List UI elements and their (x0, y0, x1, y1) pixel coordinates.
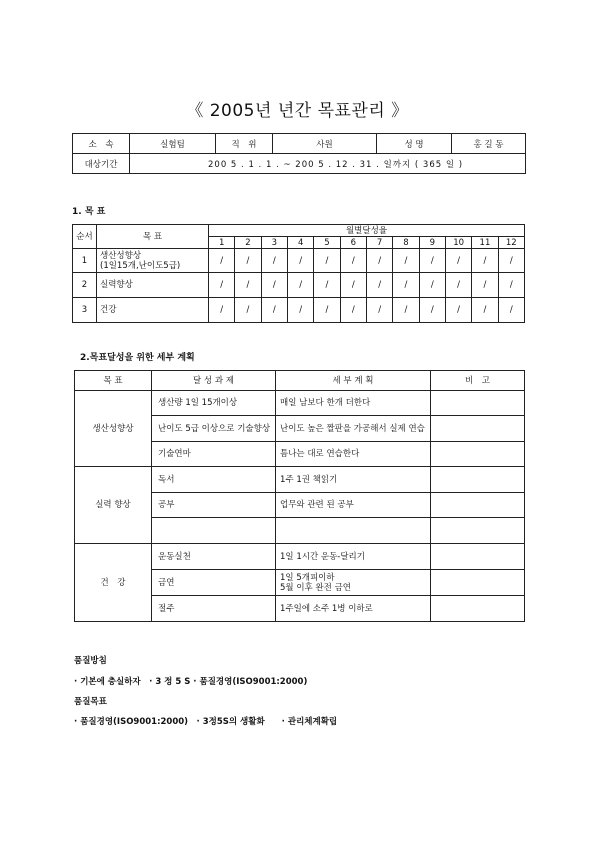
section1-heading: 1. 목 표 (72, 207, 106, 217)
month-mark: / (314, 249, 340, 273)
goal-table (72, 224, 525, 323)
plan-detail (276, 596, 431, 622)
month-header: 11 (472, 237, 498, 249)
page-title: 《 2005년 년간 목표관리 》 (186, 101, 409, 121)
goal-subtitle: (1일15개,난이도5급) (100, 260, 181, 271)
month-mark: / (287, 298, 313, 323)
plan-goal: 건 강 (75, 544, 152, 622)
period-label: 대상기간 (73, 154, 130, 174)
month-mark: / (445, 249, 471, 273)
plan-note (431, 467, 525, 493)
plan-detail (276, 518, 431, 544)
col-goal-header: 목 표 (97, 225, 209, 249)
plan-header-task: 달 성 과 제 (152, 371, 276, 391)
plan-row (75, 544, 525, 570)
goal-name (97, 298, 209, 323)
goal-row (73, 298, 525, 323)
plan-header-goal: 목 표 (75, 371, 152, 391)
plan-note (431, 416, 525, 442)
goal-order: 2 (73, 273, 97, 298)
plan-detail (276, 570, 431, 596)
month-header: 6 (340, 237, 366, 249)
month-mark: / (235, 273, 261, 298)
month-mark: / (235, 249, 261, 273)
info-table (72, 133, 526, 174)
plan-detail (276, 493, 431, 518)
plan-note (431, 596, 525, 622)
month-header: 3 (261, 237, 287, 249)
name-label: 성 명 (377, 134, 452, 154)
month-mark: / (340, 298, 366, 323)
plan-task: 독서 (152, 467, 276, 493)
month-mark: / (498, 249, 524, 273)
plan-detail-line: 1주일에 소주 1병 이하로 (280, 603, 373, 614)
month-mark: / (235, 298, 261, 323)
plan-detail (276, 391, 431, 416)
month-mark: / (287, 249, 313, 273)
quality-goal-heading: 품질목표 (74, 697, 107, 707)
month-mark: / (498, 298, 524, 323)
goal-row (73, 273, 525, 298)
plan-detail (276, 544, 431, 570)
period-value: 200 5 . 1 . 1 . ~ 200 5 . 12 . 31 . 일까지 ( 365 일 ) (130, 154, 526, 174)
plan-detail-line: 업무와 관련 된 공부 (280, 500, 354, 510)
position-value: 사원 (273, 134, 377, 154)
plan-task: 생산량 1일 15개이상 (152, 391, 276, 416)
month-mark: / (340, 249, 366, 273)
month-mark: / (314, 273, 340, 298)
month-mark: / (393, 273, 419, 298)
goal-order: 3 (73, 298, 97, 323)
month-mark: / (366, 249, 392, 273)
col-monthly-header: 월별달성율 (209, 225, 525, 237)
plan-task (152, 518, 276, 544)
month-mark: / (261, 298, 287, 323)
goal-title: 건강 (100, 305, 117, 315)
month-mark: / (366, 298, 392, 323)
month-mark: / (209, 249, 235, 273)
plan-detail (276, 416, 431, 442)
goal-order: 1 (73, 249, 97, 273)
month-header: 1 (209, 237, 235, 249)
month-mark: / (472, 249, 498, 273)
month-header: 5 (314, 237, 340, 249)
position-label: 직 위 (216, 134, 273, 154)
plan-task: 공부 (152, 493, 276, 518)
info-row (73, 134, 526, 154)
plan-row (75, 391, 525, 416)
goal-row (73, 249, 525, 273)
plan-note (431, 493, 525, 518)
plan-header-note: 비 고 (431, 371, 525, 391)
month-mark: / (340, 273, 366, 298)
plan-note (431, 442, 525, 467)
month-mark: / (209, 273, 235, 298)
month-mark: / (445, 273, 471, 298)
plan-task: 난이도 5급 이상으로 기술향상 (152, 416, 276, 442)
plan-detail (276, 467, 431, 493)
section2-heading: 2.목표달성을 위한 세부 계획 (80, 353, 195, 363)
month-header: 8 (393, 237, 419, 249)
month-mark: / (419, 298, 445, 323)
month-mark: / (366, 273, 392, 298)
plan-note (431, 518, 525, 544)
plan-note (431, 391, 525, 416)
plan-detail-line: 난이도 높은 짤판을 가공해서 실제 연습 (280, 423, 425, 434)
month-header: 12 (498, 237, 524, 249)
plan-note (431, 570, 525, 596)
month-mark: / (287, 273, 313, 298)
month-mark: / (445, 298, 471, 323)
period-row (73, 154, 526, 174)
month-mark: / (472, 298, 498, 323)
plan-task: 운동실천 (152, 544, 276, 570)
goal-name (97, 273, 209, 298)
goal-name (97, 249, 209, 273)
month-mark: / (261, 249, 287, 273)
quality-policy-text: · 기본에 충실하자 · 3 정 5 S · 품질경영(ISO9001:2000) (74, 677, 308, 687)
month-mark: / (314, 298, 340, 323)
plan-detail-line: 1일 1시간 운동-달리기 (280, 551, 365, 562)
col-order-header: 순서 (73, 225, 97, 249)
plan-detail (276, 442, 431, 467)
goal-title: 실력향상 (100, 280, 133, 290)
month-mark: / (261, 273, 287, 298)
plan-detail-line: 5월 이후 완전 금연 (280, 582, 351, 593)
month-header: 4 (287, 237, 313, 249)
month-mark: / (393, 298, 419, 323)
quality-goal-text: · 품질경영(ISO9001:2000) · 3정5S의 생활화 · 관리체계확립 (74, 717, 338, 727)
month-mark: / (209, 298, 235, 323)
month-mark: / (393, 249, 419, 273)
plan-task: 절주 (152, 596, 276, 622)
month-header: 7 (366, 237, 392, 249)
dept-label: 소 속 (73, 134, 130, 154)
plan-note (431, 544, 525, 570)
plan-task: 금연 (152, 570, 276, 596)
month-header: 2 (235, 237, 261, 249)
name-value: 홍 길 동 (452, 134, 526, 154)
plan-detail-line: 매일 남보다 한개 더한다 (280, 398, 371, 408)
plan-header-row (75, 371, 525, 391)
month-header: 10 (445, 237, 471, 249)
goal-header-row (73, 225, 525, 237)
plan-table (74, 370, 525, 622)
month-header: 9 (419, 237, 445, 249)
goal-title: 생산성향상 (100, 250, 142, 261)
plan-header-plan: 세 부 계 획 (276, 371, 431, 391)
month-mark: / (498, 273, 524, 298)
dept-value: 실험팀 (130, 134, 216, 154)
month-mark: / (472, 273, 498, 298)
plan-detail-line: 1일 5개피이하 (280, 572, 335, 583)
month-mark: / (419, 249, 445, 273)
plan-goal: 생산성향상 (75, 391, 152, 467)
plan-detail-line: 1주 1권 책읽기 (280, 474, 338, 485)
quality-policy-heading: 품질방침 (74, 656, 107, 666)
plan-row (75, 467, 525, 493)
plan-goal: 실력 향상 (75, 467, 152, 544)
plan-task: 기술연마 (152, 442, 276, 467)
plan-detail-line: 틈나는 대로 연습한다 (280, 449, 360, 459)
month-mark: / (419, 273, 445, 298)
